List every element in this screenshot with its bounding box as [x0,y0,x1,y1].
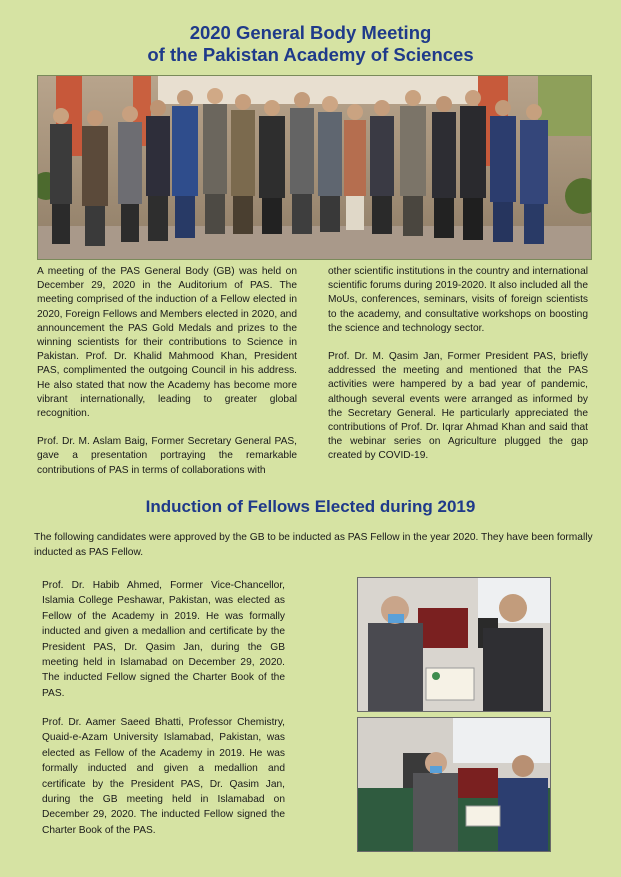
induction-intro: The following candidates were approved by the GB to be inducted as PAS Fellow in the year 2020. They have been formally inducted as PAS Fellow. [34,532,593,558]
fellow-bio: Prof. Dr. Aamer Saeed Bhatti, Professor Chemistry, Quaid-e-Azam University Islamabad, Pakistan, was elected as Fellow of the Academy in 2019. He was formally inducted and given a medallion and certificate by the President PAS, Dr. Qasim Jan, during the GB meeting held in Islamabad on December 29, 2020. The inducted Fellow signed the Charter Book of the PAS. [42,717,285,836]
title-line-1: 2020 General Body Meeting [189,22,432,43]
article-left-column [37,265,297,492]
title-line-2: of the Pakistan Academy of Sciences [147,44,474,65]
section-title: Induction of Fellows Elected during 2019 [145,497,476,516]
article-paragraph: Prof. Dr. M. Aslam Baig, Former Secretary General PAS, gave a presentation portraying the remarkable contributions of PAS in terms of collaborations with [37,436,297,476]
group-photo [37,75,592,260]
page-title [0,22,621,66]
induction-photo [357,577,551,712]
article-paragraph: other scientific institutions in the country and international scientific forums during 2019-2020. It also included all the MoUs, conferences, seminars, visits of foreign scientists to the academy, and consultative workshops on boosting the science and technology sector. [328,266,588,334]
induction-photo-illustration [358,578,551,712]
induction-photo [357,717,551,852]
fellow-bio: Prof. Dr. Habib Ahmed, Former Vice-Chancellor, Islamia College Peshawar, Pakistan, was elected as Fellow of the Academy in 2019. He was formally inducted and given a medallion and certificate by the President PAS, Dr. Qasim Jan, during the GB meeting held in Islamabad on December 29, 2020. The inducted Fellow signed the Charter Book of the PAS. [42,580,285,699]
article-right-column [328,265,588,478]
group-photo-illustration [38,76,592,260]
induction-photo-illustration [358,718,551,852]
article-paragraph: A meeting of the PAS General Body (GB) was held on December 29, 2020 in the Auditorium of PAS. The meeting comprised of the induction of a Fellow elected in 2020, Foreign Fellows and Members elected in 2020, and announcement the PAS Gold Medals and prizes to the winning scientists for their contributions to Science in Pakistan. Prof. Dr. Khalid Mahmood Khan, President PAS, complimented the outgoing Council in his address. He also stated that now the Academy has become more vibrant internationally, leading to greater global recognition. [37,266,297,420]
article-paragraph: Prof. Dr. M. Qasim Jan, Former President PAS, briefly addressed the meeting and mentioned that the PAS activities were hampered by a bad year of pandemic, although several events were arranged as informed by the Secretary General. He particularly appreciated the contributions of Prof. Dr. Iqrar Ahmad Khan and said that the webinar series on Agriculture plugged the gap created by COVID-19. [328,351,588,462]
